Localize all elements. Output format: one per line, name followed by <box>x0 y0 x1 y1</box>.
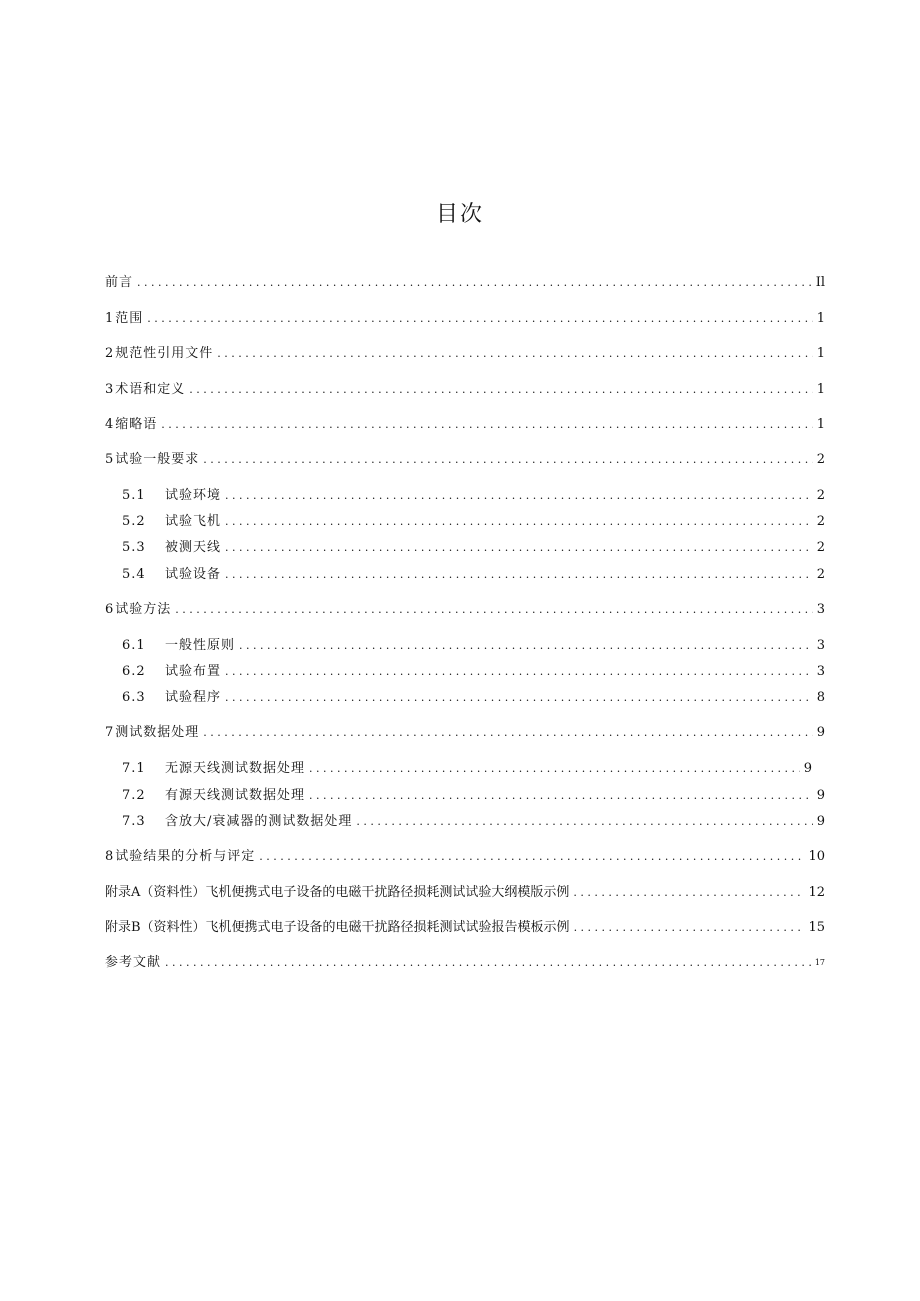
toc-leader-dots <box>225 567 813 583</box>
toc-entry-number: 4 <box>105 417 114 432</box>
toc-entry-label: 试验设备 <box>165 567 222 582</box>
toc-entry-label: 附录B（资料性）飞机便携式电子设备的电磁干扰路径损耗测试试验报告模板示例 <box>105 920 570 935</box>
toc-entry-label: 被测天线 <box>165 540 222 555</box>
toc-entry-number: 1 <box>105 311 114 326</box>
toc-entry-4[interactable] <box>105 413 825 433</box>
toc-leader-dots <box>225 690 813 706</box>
toc-entry-page: 2 <box>816 488 825 503</box>
toc-leader-dots <box>217 346 812 362</box>
toc-entry-6-2[interactable] <box>122 660 825 680</box>
toc-leader-dots <box>147 311 812 327</box>
toc-leader-dots <box>356 814 812 830</box>
toc-entry-page: 2 <box>816 514 825 529</box>
toc-leader-dots <box>259 849 804 865</box>
toc-entry-label: 规范性引用文件 <box>115 346 214 361</box>
toc-entry-page: 8 <box>816 690 825 705</box>
toc-entry-number: 6.3 <box>122 690 146 705</box>
toc-entry-page: Il <box>815 275 825 290</box>
toc-leader-dots <box>239 638 813 654</box>
toc-leader-dots <box>165 955 811 971</box>
toc-entry-8[interactable] <box>105 845 825 865</box>
toc-entry-foreword[interactable] <box>105 271 825 291</box>
toc-leader-dots <box>137 275 812 291</box>
toc-entry-label: 一般性原则 <box>165 638 236 653</box>
toc-entry-page: 3 <box>816 638 825 653</box>
toc-leader-dots <box>225 540 813 556</box>
toc-entry-number: 7 <box>105 725 114 740</box>
toc-entry-label: 参考文献 <box>105 955 162 970</box>
toc-entry-page: 1 <box>816 311 825 326</box>
toc-entry-number: 8 <box>105 849 114 864</box>
toc-entry-label: 无源天线测试数据处理 <box>165 761 306 776</box>
toc-entry-page: 12 <box>808 885 825 900</box>
toc-entry-number: 2 <box>105 346 114 361</box>
toc-entry-label: 试验飞机 <box>165 514 222 529</box>
toc-leader-dots <box>225 488 813 504</box>
toc-entry-number: 6.1 <box>122 638 146 653</box>
toc-entry-number: 5.3 <box>122 540 146 555</box>
toc-entry-3[interactable] <box>105 378 825 398</box>
toc-entry-5-3[interactable] <box>122 536 825 556</box>
toc-entry-page: 10 <box>808 849 825 864</box>
toc-entry-number: 5.4 <box>122 567 146 582</box>
toc-entry-label: 有源天线测试数据处理 <box>165 788 306 803</box>
toc-entry-number: 7.2 <box>122 788 146 803</box>
toc-entry-7-3[interactable] <box>122 810 825 830</box>
toc-entry-page: 9 <box>816 788 825 803</box>
toc-entry-label: 前言 <box>105 275 134 290</box>
toc-entry-2[interactable] <box>105 342 825 362</box>
toc-entry-label: 试验环境 <box>165 488 222 503</box>
toc-entry-number: 7.1 <box>122 761 146 776</box>
toc-entry-label: 试验一般要求 <box>115 452 200 467</box>
toc-leader-dots <box>225 514 813 530</box>
page-title: 目次 <box>435 202 484 227</box>
toc-entry-label: 附录A（资料性）飞机便携式电子设备的电磁干扰路径损耗测试试验大纲模版示例 <box>105 885 570 900</box>
toc-leader-dots <box>203 452 812 468</box>
toc-entry-label: 试验结果的分析与评定 <box>115 849 256 864</box>
toc-entry-page: 9 <box>816 725 825 740</box>
toc-entry-number: 3 <box>105 382 114 397</box>
toc-leader-dots <box>573 885 804 901</box>
toc-entry-number: 6.2 <box>122 664 146 679</box>
toc-entry-7-2[interactable] <box>122 784 825 804</box>
toc-entry-5-1[interactable] <box>122 484 825 504</box>
toc-leader-dots <box>225 664 813 680</box>
toc-entry-page: 2 <box>816 452 825 467</box>
toc-entry-label: 缩略语 <box>115 417 158 432</box>
toc-entry-5[interactable] <box>105 448 825 468</box>
toc-entry-page: 9 <box>816 814 825 829</box>
toc-entry-page: 3 <box>816 664 825 679</box>
toc-entry-page: 1 <box>816 417 825 432</box>
toc-leader-dots <box>309 761 800 777</box>
toc-entry-label: 术语和定义 <box>115 382 186 397</box>
toc-leader-dots <box>175 602 812 618</box>
toc-entry-label: 试验方法 <box>115 602 172 617</box>
toc-entry-references[interactable] <box>105 951 825 971</box>
toc-entry-5-2[interactable] <box>122 510 825 530</box>
toc-entry-5-4[interactable] <box>122 563 825 583</box>
toc-entry-appendix-a[interactable] <box>105 881 825 901</box>
toc-entry-number: 7.3 <box>122 814 146 829</box>
toc-entry-page: 17 <box>814 958 825 967</box>
toc-entry-label: 测试数据处理 <box>115 725 200 740</box>
toc-leader-dots <box>203 725 812 741</box>
toc-entry-7[interactable] <box>105 721 825 741</box>
toc-entry-page: 1 <box>816 382 825 397</box>
toc-entry-number: 5.1 <box>122 488 146 503</box>
toc-leader-dots <box>309 788 813 804</box>
toc-entry-label: 范围 <box>115 311 144 326</box>
toc-entry-appendix-b[interactable] <box>105 916 825 936</box>
toc-entry-number: 5 <box>105 452 114 467</box>
toc-entry-page: 2 <box>816 567 825 582</box>
toc-entry-page: 15 <box>808 920 825 935</box>
toc-entry-6[interactable] <box>105 598 825 618</box>
toc-entry-number: 5.2 <box>122 514 146 529</box>
toc-entry-page: 9 <box>803 761 812 776</box>
toc-entry-page: 2 <box>816 540 825 555</box>
toc-entry-7-1[interactable] <box>122 757 812 777</box>
toc-entry-1[interactable] <box>105 307 825 327</box>
toc-leader-dots <box>161 417 812 433</box>
toc-entry-label: 试验程序 <box>165 690 222 705</box>
toc-leader-dots <box>189 382 812 398</box>
toc-leader-dots <box>574 920 805 936</box>
toc-entry-page: 1 <box>816 346 825 361</box>
toc-entry-label: 试验布置 <box>165 664 222 679</box>
toc-entry-label: 含放大/衰减器的测试数据处理 <box>165 814 353 829</box>
toc-entry-page: 3 <box>816 602 825 617</box>
toc-entry-6-3[interactable] <box>122 686 825 706</box>
toc-entry-6-1[interactable] <box>122 634 825 654</box>
toc-entry-number: 6 <box>105 602 114 617</box>
